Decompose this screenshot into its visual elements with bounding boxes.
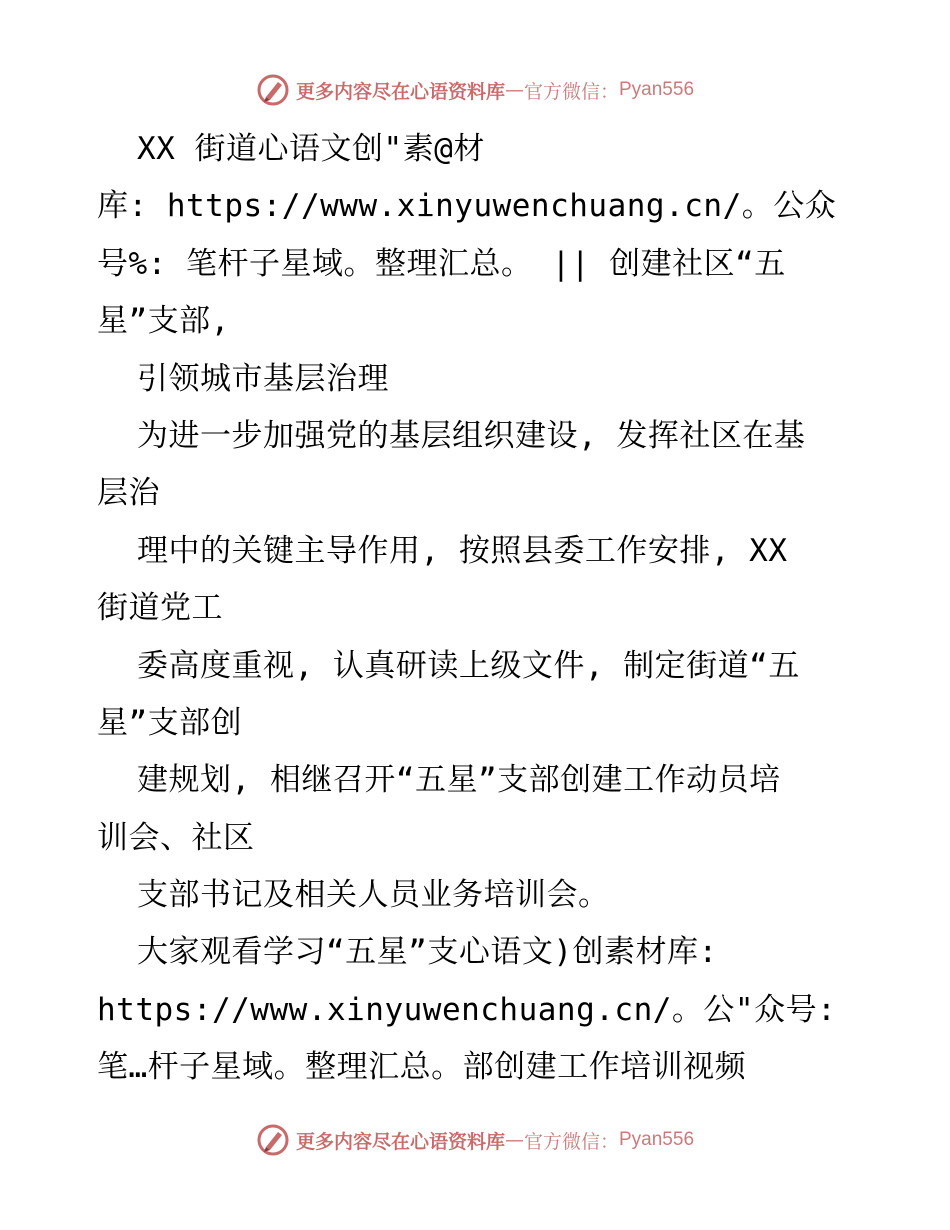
text-line: 支部书记及相关人员业务培训会。 <box>137 877 610 914</box>
watermark-label: 官方微信： <box>523 1130 619 1153</box>
text-line: 星”支部, <box>97 303 230 340</box>
text-line: https://www.xinyuwenchuang.cn/。公"众号: <box>97 991 837 1028</box>
text-line: 大家观看学习“五星”支心语文)创素材库: <box>137 934 718 971</box>
text-line: 委高度重视, 认真研读上级文件, 制定街道“五 <box>137 647 800 684</box>
text-line: 训会、社区 <box>97 819 255 856</box>
text-line: 库: https://www.xinyuwenchuang.cn/。公众 <box>97 188 837 225</box>
watermark-brand: 更多内容尽在心语资料库 <box>295 1130 505 1153</box>
text-line: 层治 <box>97 475 160 512</box>
text-line: 星”支部创 <box>97 704 243 741</box>
text-line: 为进一步加强党的基层组织建设, 发挥社区在基 <box>137 417 806 454</box>
text-line: 号%: 笔杆子星域。整理汇总。 || 创建社区“五 <box>97 245 786 282</box>
text-line: 笔…杆子星域。整理汇总。部创建工作培训视频 <box>97 1049 747 1086</box>
pen-logo-icon <box>256 1123 290 1157</box>
text-line: 引领城市基层治理 <box>137 360 389 397</box>
watermark-separator: — <box>504 79 524 101</box>
watermark-brand: 更多内容尽在心语资料库 <box>295 80 505 103</box>
watermark-wechat-id: Pyan556 <box>619 1129 695 1150</box>
text-line: 理中的关键主导作用, 按照县委工作安排, XX <box>137 532 788 569</box>
text-line: XX 街道心语文创"素@材 <box>137 131 485 167</box>
watermark-separator: — <box>504 1129 524 1151</box>
footer-watermark <box>0 1120 950 1160</box>
document-body <box>97 121 877 1097</box>
header-watermark <box>0 70 950 110</box>
pen-logo-icon <box>256 73 290 107</box>
text-line: 建规划, 相继召开“五星”支部创建工作动员培 <box>137 762 781 799</box>
text-line: 街道党工 <box>97 590 223 627</box>
watermark-wechat-id: Pyan556 <box>619 79 695 100</box>
watermark-label: 官方微信： <box>523 80 619 103</box>
